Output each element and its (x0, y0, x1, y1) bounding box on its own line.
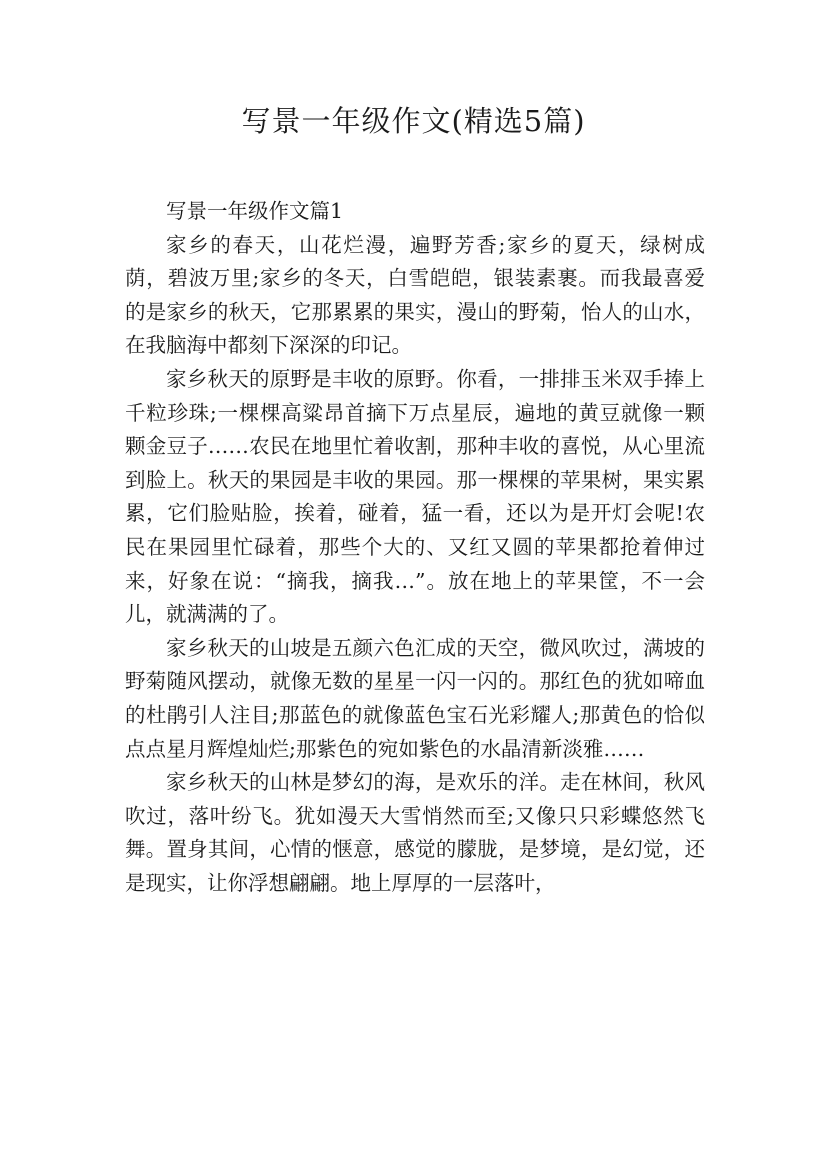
paragraph-2: 家乡秋天的原野是丰收的原野。你看，一排排玉米双手捧上千粒珍珠;一棵棵高粱昂首摘下万点星辰，遍地的黄豆就像一颗颗金豆子……农民在地里忙着收割，那种丰收的喜悦，从心里流到脸上。秋天的果园是丰收的果园。那一棵棵的苹果树，果实累累，它们脸贴脸，挨着，碰着，猛一看，还以为是开灯会呢!农民在果园里忙碌着，那些个大的、又红又圆的苹果都抢着伸过来，好象在说：“摘我，摘我…”。放在地上的苹果筐，不一会儿，就满满的了。 (125, 366, 705, 627)
document-body (125, 195, 705, 900)
paragraph-4: 家乡秋天的山林是梦幻的海，是欢乐的洋。走在林间，秋风吹过，落叶纷飞。犹如漫天大雪悄然而至;又像只只彩蝶悠然飞舞。置身其间，心情的惬意，感觉的朦胧，是梦境，是幻觉，还是现实，让你浮想翩翩。地上厚厚的一层落叶， (125, 770, 705, 895)
paragraph-1: 家乡的春天，山花烂漫，遍野芳香;家乡的夏天，绿树成荫，碧波万里;家乡的冬天，白雪皑皑，银装素裹。而我最喜爱的是家乡的秋天，它那累累的果实，漫山的野菊，怡人的山水，在我脑海中都刻下深深的印记。 (125, 232, 705, 358)
document-title: 写景一年级作文(精选5篇) (241, 104, 586, 138)
paragraph-3: 家乡秋天的山坡是五颜六色汇成的天空，微风吹过，满坡的野菊随风摆动，就像无数的星星一闪一闪的。那红色的犹如啼血的杜鹃引人注目;那蓝色的就像蓝色宝石光彩耀人;那黄色的恰似点点星月辉煌灿烂;那紫色的宛如紫色的水晶清新淡雅…… (125, 635, 705, 761)
section-heading: 写景一年级作文篇1 (166, 199, 344, 223)
